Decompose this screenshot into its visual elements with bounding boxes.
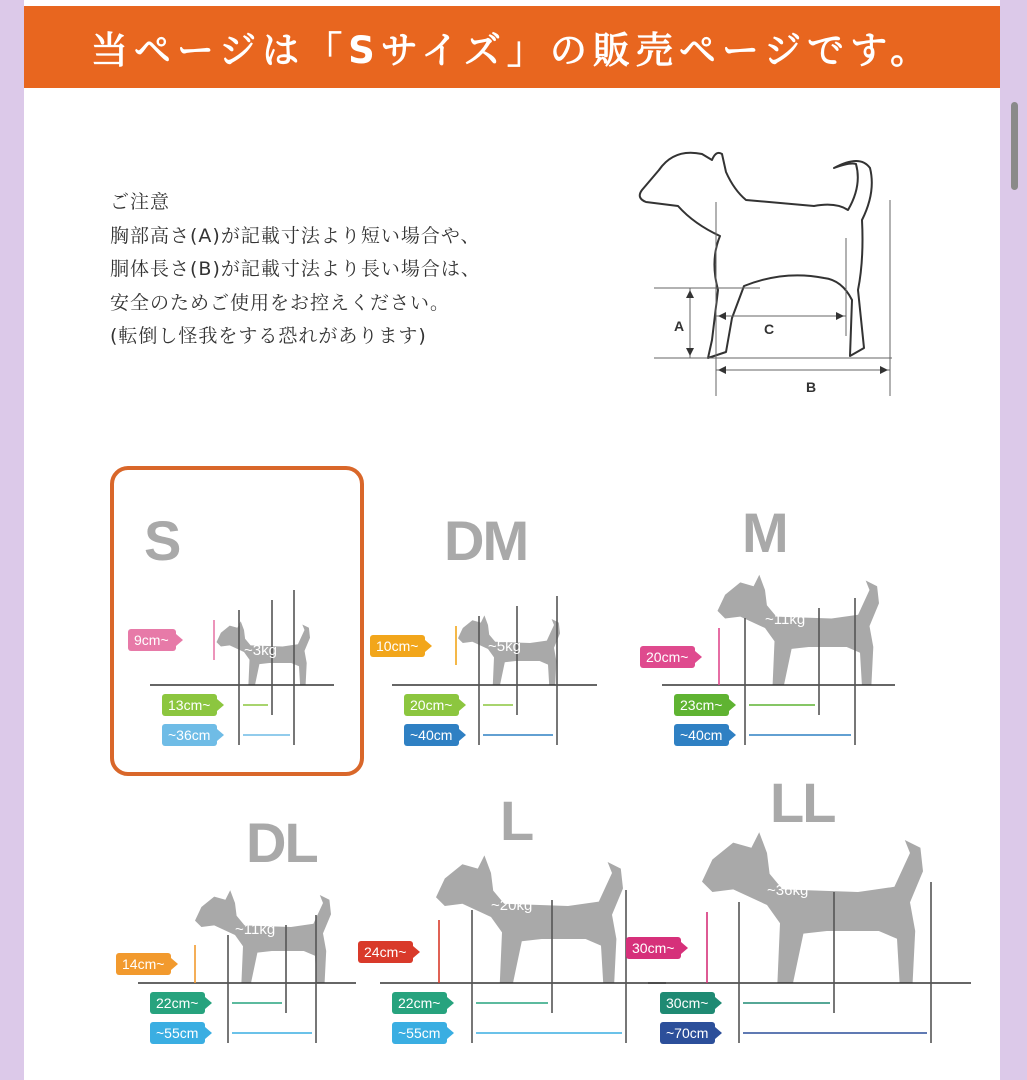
- size-letter: S: [144, 509, 180, 572]
- height-tag: 24cm~: [358, 941, 413, 963]
- notes-line: 胴体長さ(B)が記載寸法より長い場合は、: [110, 258, 481, 280]
- size-letter: M: [742, 501, 787, 564]
- height-tag: 30cm~: [626, 937, 681, 959]
- weight-label: ~5kg: [488, 638, 521, 656]
- body-length-tag: ~36cm: [162, 724, 217, 746]
- notes-line: (転倒し怪我をする恐れがあります): [110, 325, 427, 347]
- chest-length-tag: 20cm~: [404, 694, 459, 716]
- chest-length-tag: 30cm~: [660, 992, 715, 1014]
- dog-silhouette-icon: [436, 855, 623, 983]
- weight-label: ~36kg: [767, 881, 809, 899]
- body-length-tag: ~40cm: [404, 724, 459, 746]
- diagram-label-c: C: [764, 321, 775, 337]
- chest-length-tag: 22cm~: [392, 992, 447, 1014]
- dog-silhouette-icon: [702, 832, 923, 983]
- weight-label: ~3kg: [244, 642, 277, 660]
- scrollbar[interactable]: [1002, 0, 1027, 1080]
- weight-label: ~20kg: [491, 897, 533, 915]
- size-letter: DL: [246, 811, 317, 874]
- height-tag: 9cm~: [128, 629, 176, 651]
- body-length-tag: ~55cm: [150, 1022, 205, 1044]
- body-length-tag: ~40cm: [674, 724, 729, 746]
- chest-length-tag: 23cm~: [674, 694, 729, 716]
- size-letter: DM: [444, 509, 528, 572]
- notes-line: 安全のためご使用をお控えください。: [110, 291, 451, 314]
- height-tag: 20cm~: [640, 646, 695, 668]
- page-banner: 当ページは「Sサイズ」の販売ページです。: [24, 6, 1000, 88]
- body-length-tag: ~70cm: [660, 1022, 715, 1044]
- notes-line: 胸部高さ(A)が記載寸法より短い場合や、: [110, 224, 481, 247]
- size-letter: LL: [770, 771, 835, 834]
- height-tag: 10cm~: [370, 635, 425, 657]
- notes-line: ご注意: [110, 191, 171, 213]
- body-length-tag: ~55cm: [392, 1022, 447, 1044]
- weight-label: ~11kg: [235, 920, 276, 938]
- size-letter: L: [500, 789, 533, 852]
- diagram-label-a: A: [674, 318, 685, 334]
- chest-length-tag: 22cm~: [150, 992, 205, 1014]
- diagram-label-b: B: [806, 379, 817, 395]
- height-tag: 14cm~: [116, 953, 171, 975]
- product-page: [24, 0, 1000, 1080]
- scrollbar-thumb[interactable]: [1011, 102, 1018, 190]
- chest-length-tag: 13cm~: [162, 694, 217, 716]
- weight-label: ~11kg: [765, 610, 806, 628]
